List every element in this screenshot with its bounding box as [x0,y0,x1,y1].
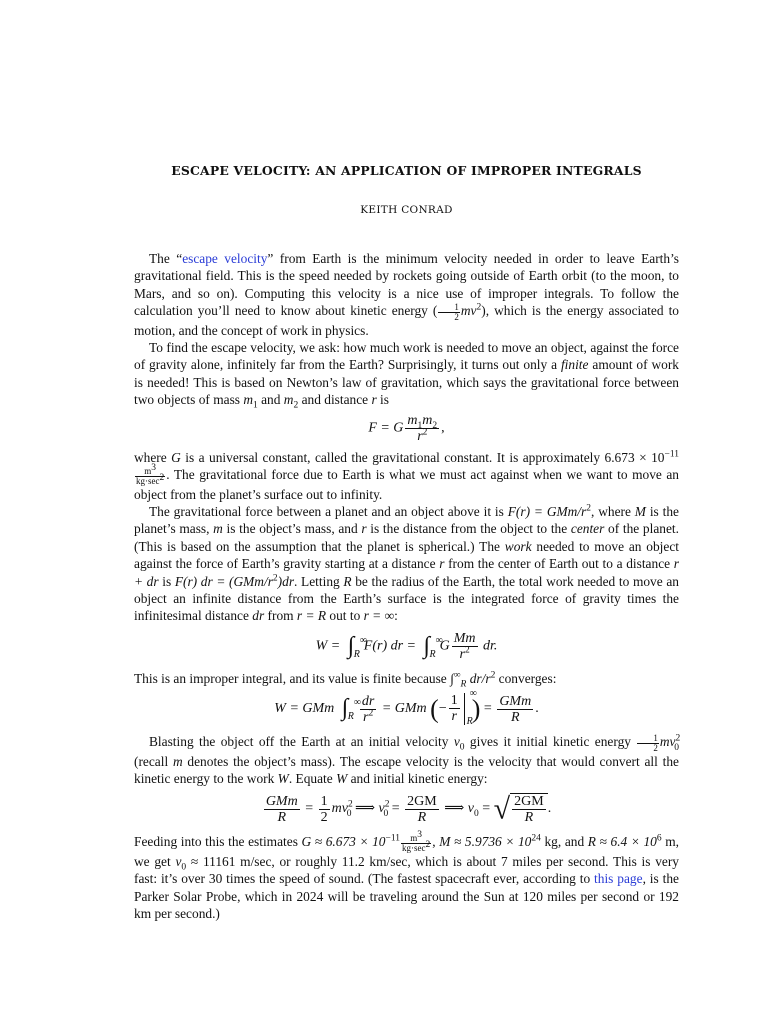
paragraph-intro: The “escape velocity” from Earth is the minimum velocity needed in order to leave Earth’s gravitational field. This is the speed needed by rockets going outside of Earth orbit (to the moon, to Mars, and so on). Computing this velocity is a nice use of improper integrals. To follow the calculation you’ll need to know about kinetic energy ( $\frac{1}{2}$ $mv^2$), which is the energy associated to motion, and the concept of work in physics. [134,251,680,338]
equation-escape-velocity: $\frac{\text{GMm}}{R}$ = $\frac{1}{2}$ $mv^2_0$ ⟹ $v^2_0$ = $\frac{2GM}{R}$ ⟹ $v_0$ = √ $\frac{2GM}{R}$ . [265,792,552,826]
paragraph-estimates: Feeding into this the estimates $G \approx 6.673 \times 10^{-11}$ $\frac{m^3}{kg\cdot\sec^2}$ , $M \approx 5.9736 \times 10^{24}$ kg, and $R \approx 6.4 \times 10^6$ m, we get $v_0 \approx 11161$ m/sec, or roughly 11.2 km/sec, which is about 7 miles per second. This is very fast: it’s over 30 times the speed of sound. (The fastest spacecraft ever, according to this page, is the Parker Solar Probe, which in 2024 will be traveling around the Sun at 120 miles per second or 192 km per second.) [134,829,679,922]
paragraph-question: To find the escape velocity, we ask: how much work is needed to move an object, against the force of gravity alone, infinitely far from the Earth? Surprisingly, it turns out only a finite amount of work is needed! This is based on Newton’s law of gravitation, which says the gravitational force between two objects of mass $m_1$ and $m_2$ and distance r is [134,340,679,411]
equation-work-integral: W = ∫ ∞ R F(r) dr = ∫ ∞ R G $\frac{Mm}{r^2}$ dr. [315,630,498,662]
equation-work-value: W = GMm ∫ ∞ R $\frac{dr}{r^2}$ = GMm (− $\frac{1}{r}$ ∞ R ) = $\frac{\text{GMm}}{R}$ . [274,688,539,728]
escape-velocity-link[interactable]: escape velocity [182,251,268,266]
paragraph-improper-integral: This is an improper integral, and its value is finite because $\int^\infty_R$ $dr/r^2$ converges: [134,670,557,690]
paper-author: KEITH CONRAD [360,204,453,216]
paper-body [134,250,679,922]
paper-title: ESCAPE VELOCITY: AN APPLICATION OF IMPROPER INTEGRALS [171,163,642,178]
this-page-link[interactable]: this page [594,871,643,887]
equation-newton-gravitation: F = G $\frac{m_1m_2}{r^2}$ , [368,412,445,444]
paragraph-gravitational-constant: where G is a universal constant, called the gravitational constant. It is approximately $6.673 \times 10^{-11}$ $\frac{m^3}{kg\cdot\sec^2}$ . The gravitational force due to Earth is what we must act against when we want to move an object from the planet’s surface out to infinity. [134,449,679,502]
paragraph-work: The gravitational force between a planet and an object above it is F(r) = GMm/$r^2$, where M is the planet’s mass, m is the object’s mass, and r is the distance from the object to the center of the planet. (This is based on the assumption that the planet is spherical.) The work needed to move an object against the force of Earth’s gravity starting at a distance r from the center of Earth out to a distance r + dr is F(r) dr = $(GMm/r^2)dr$. Letting R be the radius of the Earth, the total work needed to move an object an infinite distance from the Earth’s surface is the integrated force of gravity times the infinitesimal distance dr from r = R out to r = ∞: [134,503,679,624]
paragraph-kinetic-energy: Blasting the object off the Earth at an initial velocity $v_0$ gives it initial kinetic energy $\frac{1}{2}$ $mv^2_0$ (recall m denotes the object’s mass). The escape velocity is the velocity that would convert all the kinetic energy to the work W. Equate W and initial kinetic energy: [134,732,681,786]
